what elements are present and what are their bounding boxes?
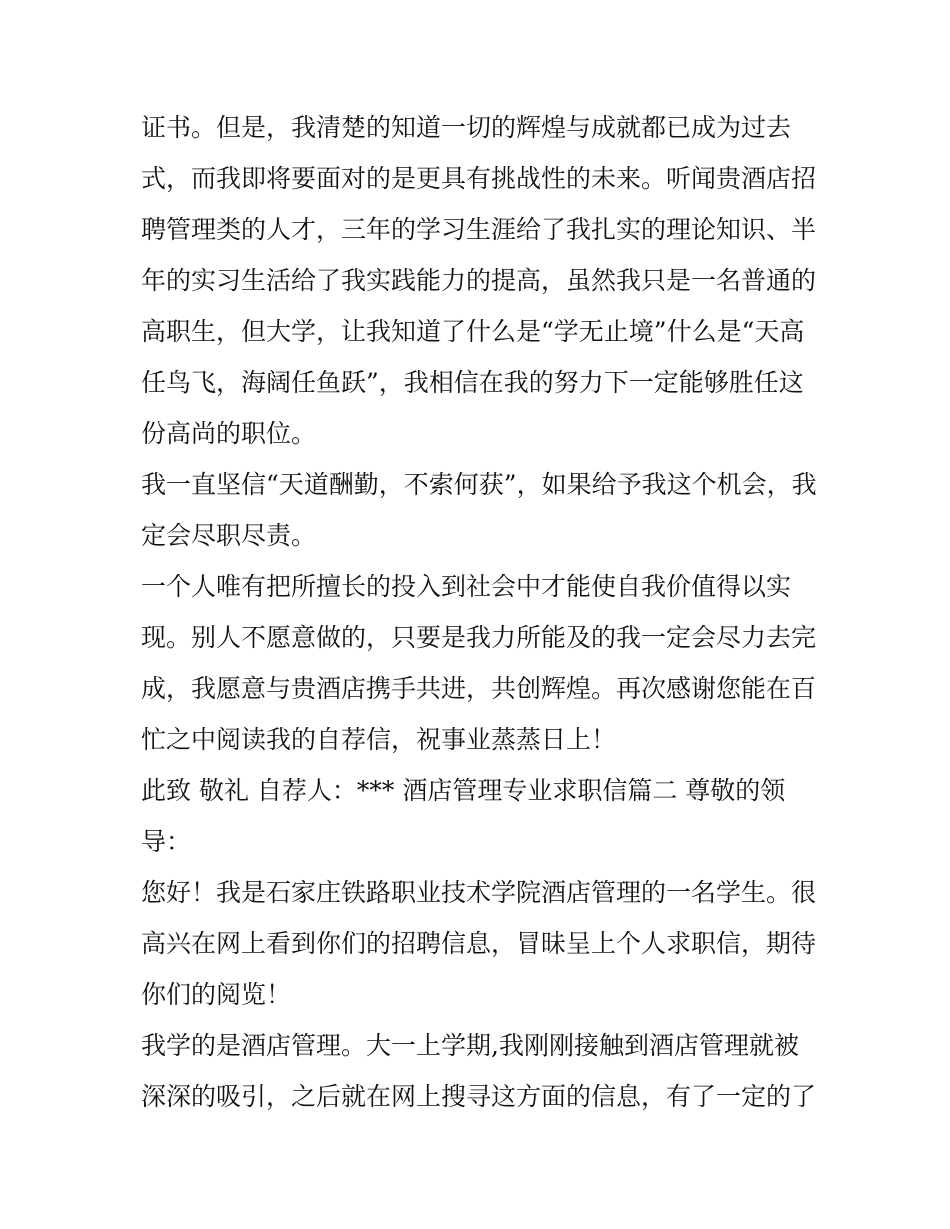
text-line: 式，而我即将要面对的是更具有挑战性的未来。听闻贵酒店招 (141, 164, 817, 193)
text-line: 聘管理类的人才，三年的学习生涯给了我扎实的理论知识、半 (141, 215, 817, 244)
text-line: 一个人唯有把所擅长的投入到社会中才能使自我价值得以实 (141, 572, 792, 601)
text-line: 此致 敬礼 自荐人：*** 酒店管理专业求职信篇二 尊敬的领 (141, 776, 786, 805)
text-line: 成，我愿意与贵酒店携手共进，共创辉煌。再次感谢您能在百 (141, 674, 817, 703)
text-line: 忙之中阅读我的自荐信，祝事业蒸蒸日上！ (141, 725, 617, 754)
text-line: 我学的是酒店管理。大一上学期,我刚刚接触到酒店管理就被 (141, 1031, 799, 1060)
text-line: 高职生，但大学，让我知道了什么是“学无止境”什么是“天高 (141, 317, 805, 346)
text-line: 你们的阅览！ (141, 980, 292, 1009)
text-line: 您好！我是石家庄铁路职业技术学院酒店管理的一名学生。很 (141, 878, 817, 907)
text-line: 深深的吸引，之后就在网上搜寻这方面的信息，有了一定的了 (141, 1082, 817, 1111)
text-line: 导： (141, 827, 192, 856)
text-line: 我一直坚信“天道酬勤，不索何获”，如果给予我这个机会，我 (141, 470, 817, 499)
text-line: 证书。但是，我清楚的知道一切的辉煌与成就都已成为过去 (141, 113, 792, 142)
text-line: 份高尚的职位。 (141, 419, 317, 448)
text-line: 定会尽职尽责。 (141, 521, 317, 550)
text-line: 现。别人不愿意做的，只要是我力所能及的我一定会尽力去完 (141, 623, 817, 652)
text-line: 年的实习生活给了我实践能力的提高，虽然我只是一名普通的 (141, 266, 817, 295)
text-line: 任鸟飞，海阔任鱼跃”，我相信在我的努力下一定能够胜任这 (141, 368, 804, 397)
text-line: 高兴在网上看到你们的招聘信息，冒昧呈上个人求职信，期待 (141, 929, 817, 958)
